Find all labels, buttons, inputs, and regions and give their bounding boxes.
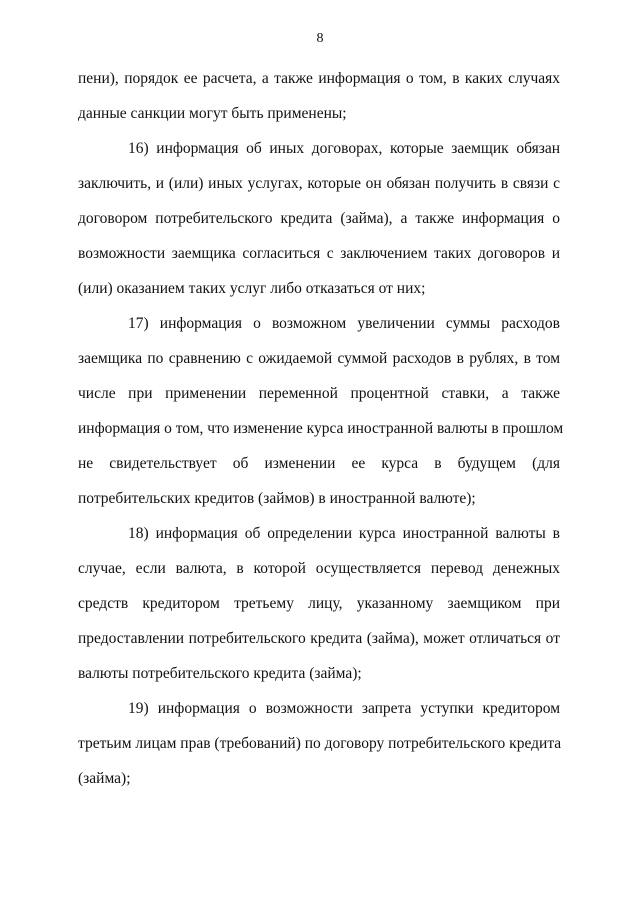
paragraph-line: заключить, и (или) иных услугах, которые он обязан получить в связи с [78, 175, 560, 192]
paragraph-line: информация о том, что изменение курса иностранной валюты в прошлом [78, 420, 564, 437]
paragraph-line: 19) информация о возможности запрета уступки кредитором [128, 700, 560, 717]
paragraph-line: случае, если валюта, в которой осуществляется перевод денежных [78, 560, 560, 577]
paragraph-line: числе при применении переменной процентной ставки, а также [78, 385, 560, 402]
paragraph-line: не свидетельствует об изменении ее курса в будущем (для [78, 455, 560, 472]
paragraph-line: средств кредитором третьему лицу, указанному заемщиком при [78, 595, 560, 612]
paragraph-line: 18) информация об определении курса иностранной валюты в [128, 525, 560, 542]
paragraph-line: предоставлении потребительского кредита (займа), может отличаться от [78, 630, 560, 647]
paragraph-line: пени), порядок ее расчета, а также информация о том, в каких случаях [78, 70, 560, 87]
paragraph-line: (или) оказанием таких услуг либо отказаться от них; [78, 280, 426, 297]
paragraph-line: третьим лицам прав (требований) по договору потребительского кредита [78, 735, 562, 752]
paragraph-line: данные санкции могут быть применены; [78, 105, 347, 122]
paragraph-line: потребительских кредитов (займов) в иностранной валюте); [78, 490, 476, 507]
paragraph-line: 16) информация об иных договорах, которые заемщик обязан [128, 140, 560, 157]
paragraph-line: договором потребительского кредита (займа), а также информация о [78, 210, 560, 227]
paragraph-line: возможности заемщика согласиться с заключением таких договоров и [78, 245, 560, 262]
paragraph-line: 17) информация о возможном увеличении суммы расходов [128, 315, 560, 332]
paragraph-line: валюты потребительского кредита (займа); [78, 665, 362, 682]
paragraph-line: (займа); [78, 770, 131, 787]
paragraph-line: заемщика по сравнению с ожидаемой суммой расходов в рублях, в том [78, 350, 560, 367]
page-number: 8 [316, 31, 324, 46]
